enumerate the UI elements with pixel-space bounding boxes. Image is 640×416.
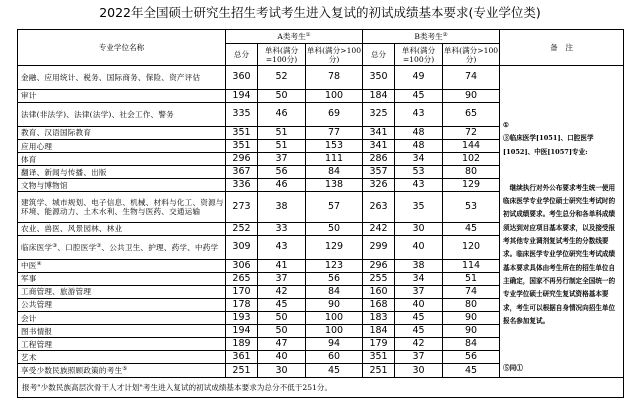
score-cell-a-s1: 43 (258, 235, 306, 259)
score-cell-a-total: 178 (226, 298, 258, 311)
score-cell-b-total: 184 (363, 89, 395, 102)
score-cell-b-total: 341 (363, 140, 395, 153)
program-name-cell (18, 103, 226, 127)
score-cell-b-total: 160 (363, 285, 395, 298)
score-cell-b-total: 168 (363, 298, 395, 311)
score-cell-b-total: 255 (363, 272, 395, 285)
score-cell-b-s1: 48 (395, 140, 443, 153)
score-cell-b-s2: 90 (443, 89, 500, 102)
footnote-marker: ③ (96, 242, 102, 249)
score-cell-a-s2: 123 (306, 259, 363, 272)
score-cell-b-total: 299 (363, 235, 395, 259)
program-name-cell (18, 325, 226, 338)
score-cell-a-total: 170 (226, 285, 258, 298)
score-cell-b-s2: 45 (443, 364, 500, 378)
score-cell-a-s2: 138 (306, 179, 363, 192)
program-name-cell (18, 222, 226, 235)
program-name-cell (18, 364, 226, 378)
group-b-header: B类考生② (363, 30, 500, 44)
score-cell-b-s1: 34 (395, 153, 443, 166)
score-cell-b-s2: 53 (443, 192, 500, 222)
program-name: 翻译、新闻与传播、出版 (21, 167, 107, 177)
program-name-cell (18, 89, 226, 102)
score-cell-a-total: 360 (226, 66, 258, 90)
score-cell-a-s1: 30 (258, 364, 306, 378)
score-cell-b-total: 325 (363, 103, 395, 127)
score-cell-a-total: 309 (226, 235, 258, 259)
program-name: 军事 (21, 274, 37, 284)
program-name: 法律(非法学)、法律(法学)、社会工作、警务 (21, 109, 174, 119)
program-name-cell (18, 351, 226, 364)
program-name: 、口腔医学 (57, 242, 97, 252)
score-cell-a-s1: 46 (258, 103, 306, 127)
score-cell-a-total: 194 (226, 89, 258, 102)
score-cell-a-s2: 90 (306, 298, 363, 311)
score-cell-a-s1: 40 (258, 351, 306, 364)
note-n3: 继续执行对外公布要求考生统一使用临床医学专业学位硕士研究生考试时的初试成绩要求。考生总分和各单科成绩须达到对应项目基本要求，以及接受报考其他专业调剂复试考生的分数线要求。临床医学专业学位研究生考试成绩基本要求具体由考生所在的招生单位自主确定，国家不再另行制定全国统一的专业学位硕士研究生复试资格基本要求，考生可以根据自身情况向招生单位报名参加复试。 (503, 183, 616, 325)
score-cell-b-s2: 65 (443, 103, 500, 127)
score-cell-a-total: 351 (226, 140, 258, 153)
score-cell-a-s2: 69 (306, 103, 363, 127)
score-cell-b-total: 326 (363, 179, 395, 192)
score-cell-a-s1: 33 (258, 222, 306, 235)
score-cell-a-total: 296 (226, 153, 258, 166)
score-cell-b-s1: 37 (395, 285, 443, 298)
score-cell-a-s1: 50 (258, 311, 306, 324)
score-cell-a-s1: 46 (258, 179, 306, 192)
score-cell-b-s2: 84 (443, 338, 500, 351)
note-n2: ③临床医学[1051]、口腔医学[1052]、中医[1057]专业: (503, 134, 594, 156)
score-cell-a-s2: 84 (306, 285, 363, 298)
program-name: 、公共卫生、护理、药学、中药学 (101, 242, 219, 252)
score-cell-b-s1: 49 (395, 66, 443, 90)
program-name: 临床医学 (21, 242, 53, 252)
score-cell-a-total: 336 (226, 179, 258, 192)
b-sub2-header: 单科(满分>100分) (443, 45, 499, 64)
program-name-cell (18, 179, 226, 192)
score-cell-a-s1: 50 (258, 89, 306, 102)
program-name: 审计 (21, 91, 37, 101)
score-cell-a-s2: 100 (306, 311, 363, 324)
score-requirements-table (17, 29, 624, 398)
score-cell-b-s2: 74 (443, 285, 500, 298)
score-cell-b-total: 183 (363, 311, 395, 324)
score-cell-a-s1: 38 (258, 192, 306, 222)
score-cell-b-s2: 72 (443, 126, 500, 139)
program-name-cell (18, 66, 226, 90)
score-cell-b-s2: 120 (443, 235, 500, 259)
program-name-cell (18, 153, 226, 166)
score-cell-b-s2: 90 (443, 325, 500, 338)
score-cell-b-s2: 45 (443, 222, 500, 235)
score-cell-a-s2: 45 (306, 364, 363, 378)
score-cell-b-s1: 43 (395, 103, 443, 127)
score-cell-b-s2: 74 (443, 66, 500, 90)
score-cell-a-total: 361 (226, 351, 258, 364)
program-name-cell (18, 272, 226, 285)
a-sub1-header: 单科(满分=100分) (258, 44, 306, 66)
score-cell-b-s1: 45 (395, 311, 443, 324)
score-cell-b-s2: 51 (443, 272, 500, 285)
score-cell-a-s1: 50 (258, 325, 306, 338)
program-name: 享受少数民族照顾政策的考生 (21, 366, 123, 376)
score-cell-b-s1: 38 (395, 259, 443, 272)
score-cell-b-s1: 40 (395, 235, 443, 259)
score-cell-a-s2: 57 (306, 192, 363, 222)
score-cell-a-total: 265 (226, 272, 258, 285)
program-name: 农业、兽医、风景园林、林业 (21, 224, 123, 234)
score-cell-a-s2: 50 (306, 222, 363, 235)
score-cell-b-total: 351 (363, 351, 395, 364)
score-cell-b-total: 242 (363, 222, 395, 235)
score-cell-b-s2: 80 (443, 166, 500, 179)
program-name-cell (18, 192, 226, 222)
score-cell-b-s1: 35 (395, 192, 443, 222)
score-cell-b-s2: 80 (443, 298, 500, 311)
program-name: 公共管理 (21, 300, 53, 310)
score-cell-a-s1: 56 (258, 166, 306, 179)
score-cell-a-s2: 94 (306, 338, 363, 351)
score-cell-b-s1: 34 (395, 272, 443, 285)
program-name-cell (18, 235, 226, 259)
program-name: 图书情报 (21, 326, 53, 336)
program-name: 体育 (21, 154, 37, 164)
footer-note: 报考"少数民族高层次骨干人才计划"考生进入复试的初试成绩基本要求为总分不低于251分。 (18, 378, 624, 398)
a-sub2-header: 单科(满分>100分) (306, 45, 362, 64)
score-cell-b-s1: 53 (395, 166, 443, 179)
notes-header: 备 注 (500, 30, 624, 66)
score-cell-b-total: 251 (363, 364, 395, 378)
score-cell-a-s2: 60 (306, 351, 363, 364)
score-cell-a-s2: 56 (306, 272, 363, 285)
program-name-cell (18, 311, 226, 324)
score-cell-a-s1: 37 (258, 153, 306, 166)
score-cell-a-s1: 41 (258, 259, 306, 272)
program-name: 金融、应用统计、税务、国际商务、保险、资产评估 (21, 72, 201, 82)
program-name-cell (18, 285, 226, 298)
b-total-header: 总分 (363, 44, 395, 66)
score-cell-b-s2: 56 (443, 351, 500, 364)
score-cell-a-total: 252 (226, 222, 258, 235)
program-name-cell (18, 126, 226, 139)
score-cell-b-total: 341 (363, 126, 395, 139)
a-total-header: 总分 (226, 44, 258, 66)
program-name-cell (18, 338, 226, 351)
score-cell-a-total: 306 (226, 259, 258, 272)
score-cell-b-s1: 45 (395, 89, 443, 102)
footnote-marker: ④ (36, 261, 42, 268)
program-name: 文物与博物馆 (21, 180, 68, 190)
score-cell-b-total: 179 (363, 338, 395, 351)
score-cell-a-total: 251 (226, 364, 258, 378)
score-cell-b-s1: 40 (395, 298, 443, 311)
score-cell-b-total: 286 (363, 153, 395, 166)
score-cell-b-s2: 129 (443, 179, 500, 192)
program-name-cell (18, 259, 226, 272)
program-name: 教育、汉语国际教育 (21, 128, 92, 138)
score-cell-a-s1: 51 (258, 126, 306, 139)
score-cell-a-s1: 51 (258, 140, 306, 153)
score-cell-a-total: 194 (226, 325, 258, 338)
score-cell-b-s1: 42 (395, 338, 443, 351)
score-cell-b-s1: 48 (395, 126, 443, 139)
table-row (18, 66, 624, 90)
score-cell-a-total: 273 (226, 192, 258, 222)
program-name: 应用心理 (21, 141, 53, 151)
header-row-1 (18, 30, 624, 44)
score-cell-a-total: 189 (226, 338, 258, 351)
score-cell-b-total: 296 (363, 259, 395, 272)
b-sub1-header: 单科(满分=100分) (395, 44, 443, 66)
notes-cell (500, 66, 624, 378)
score-cell-a-s2: 153 (306, 140, 363, 153)
program-name: 建筑学、城市规划、电子信息、机械、材料与化工、资源与环境、能源动力、土木水利、生物与医药、交通运输 (21, 197, 224, 216)
footnote-marker: ⑤ (122, 366, 128, 373)
score-cell-b-s1: 43 (395, 179, 443, 192)
score-cell-a-s2: 100 (306, 89, 363, 102)
program-name-cell (18, 140, 226, 153)
score-cell-a-total: 335 (226, 103, 258, 127)
score-cell-b-total: 263 (363, 192, 395, 222)
page-title: 2022年全国硕士研究生招生考试考生进入复试的初试成绩基本要求(专业学位类) (99, 5, 541, 20)
score-cell-a-s2: 78 (306, 66, 363, 90)
score-cell-b-s2: 90 (443, 311, 500, 324)
score-cell-a-s1: 45 (258, 298, 306, 311)
footer-row (18, 378, 624, 398)
score-cell-a-s1: 42 (258, 285, 306, 298)
score-cell-b-s1: 30 (395, 364, 443, 378)
program-name-cell (18, 166, 226, 179)
score-cell-b-total: 350 (363, 66, 395, 90)
score-cell-a-s1: 47 (258, 338, 306, 351)
score-cell-a-s2: 77 (306, 126, 363, 139)
score-cell-b-total: 357 (363, 166, 395, 179)
note-n4: ⑤同① (503, 364, 523, 373)
score-cell-a-total: 351 (226, 126, 258, 139)
note-n1: ① (503, 121, 509, 129)
score-cell-b-s1: 45 (395, 325, 443, 338)
score-cell-b-s2: 114 (443, 259, 500, 272)
program-name-cell (18, 298, 226, 311)
score-cell-a-s2: 111 (306, 153, 363, 166)
program-name: 工商管理、旅游管理 (21, 287, 92, 297)
score-cell-a-total: 193 (226, 311, 258, 324)
score-cell-a-s2: 100 (306, 325, 363, 338)
footnote-marker: ③ (52, 242, 58, 249)
score-cell-b-total: 184 (363, 325, 395, 338)
score-cell-b-s2: 144 (443, 140, 500, 153)
program-name: 艺术 (21, 352, 37, 362)
program-name: 中医 (21, 261, 37, 271)
score-cell-a-total: 367 (226, 166, 258, 179)
score-cell-a-s2: 84 (306, 166, 363, 179)
score-cell-a-s1: 37 (258, 272, 306, 285)
score-cell-b-s1: 30 (395, 222, 443, 235)
program-name: 会计 (21, 313, 37, 323)
program-name: 工程管理 (21, 339, 53, 349)
score-cell-a-s2: 129 (306, 235, 363, 259)
score-cell-b-s1: 37 (395, 351, 443, 364)
score-cell-b-s2: 102 (443, 153, 500, 166)
score-cell-a-s1: 52 (258, 66, 306, 90)
group-a-header: A类考生① (226, 30, 363, 44)
category-header: 专业学位名称 (18, 30, 226, 66)
